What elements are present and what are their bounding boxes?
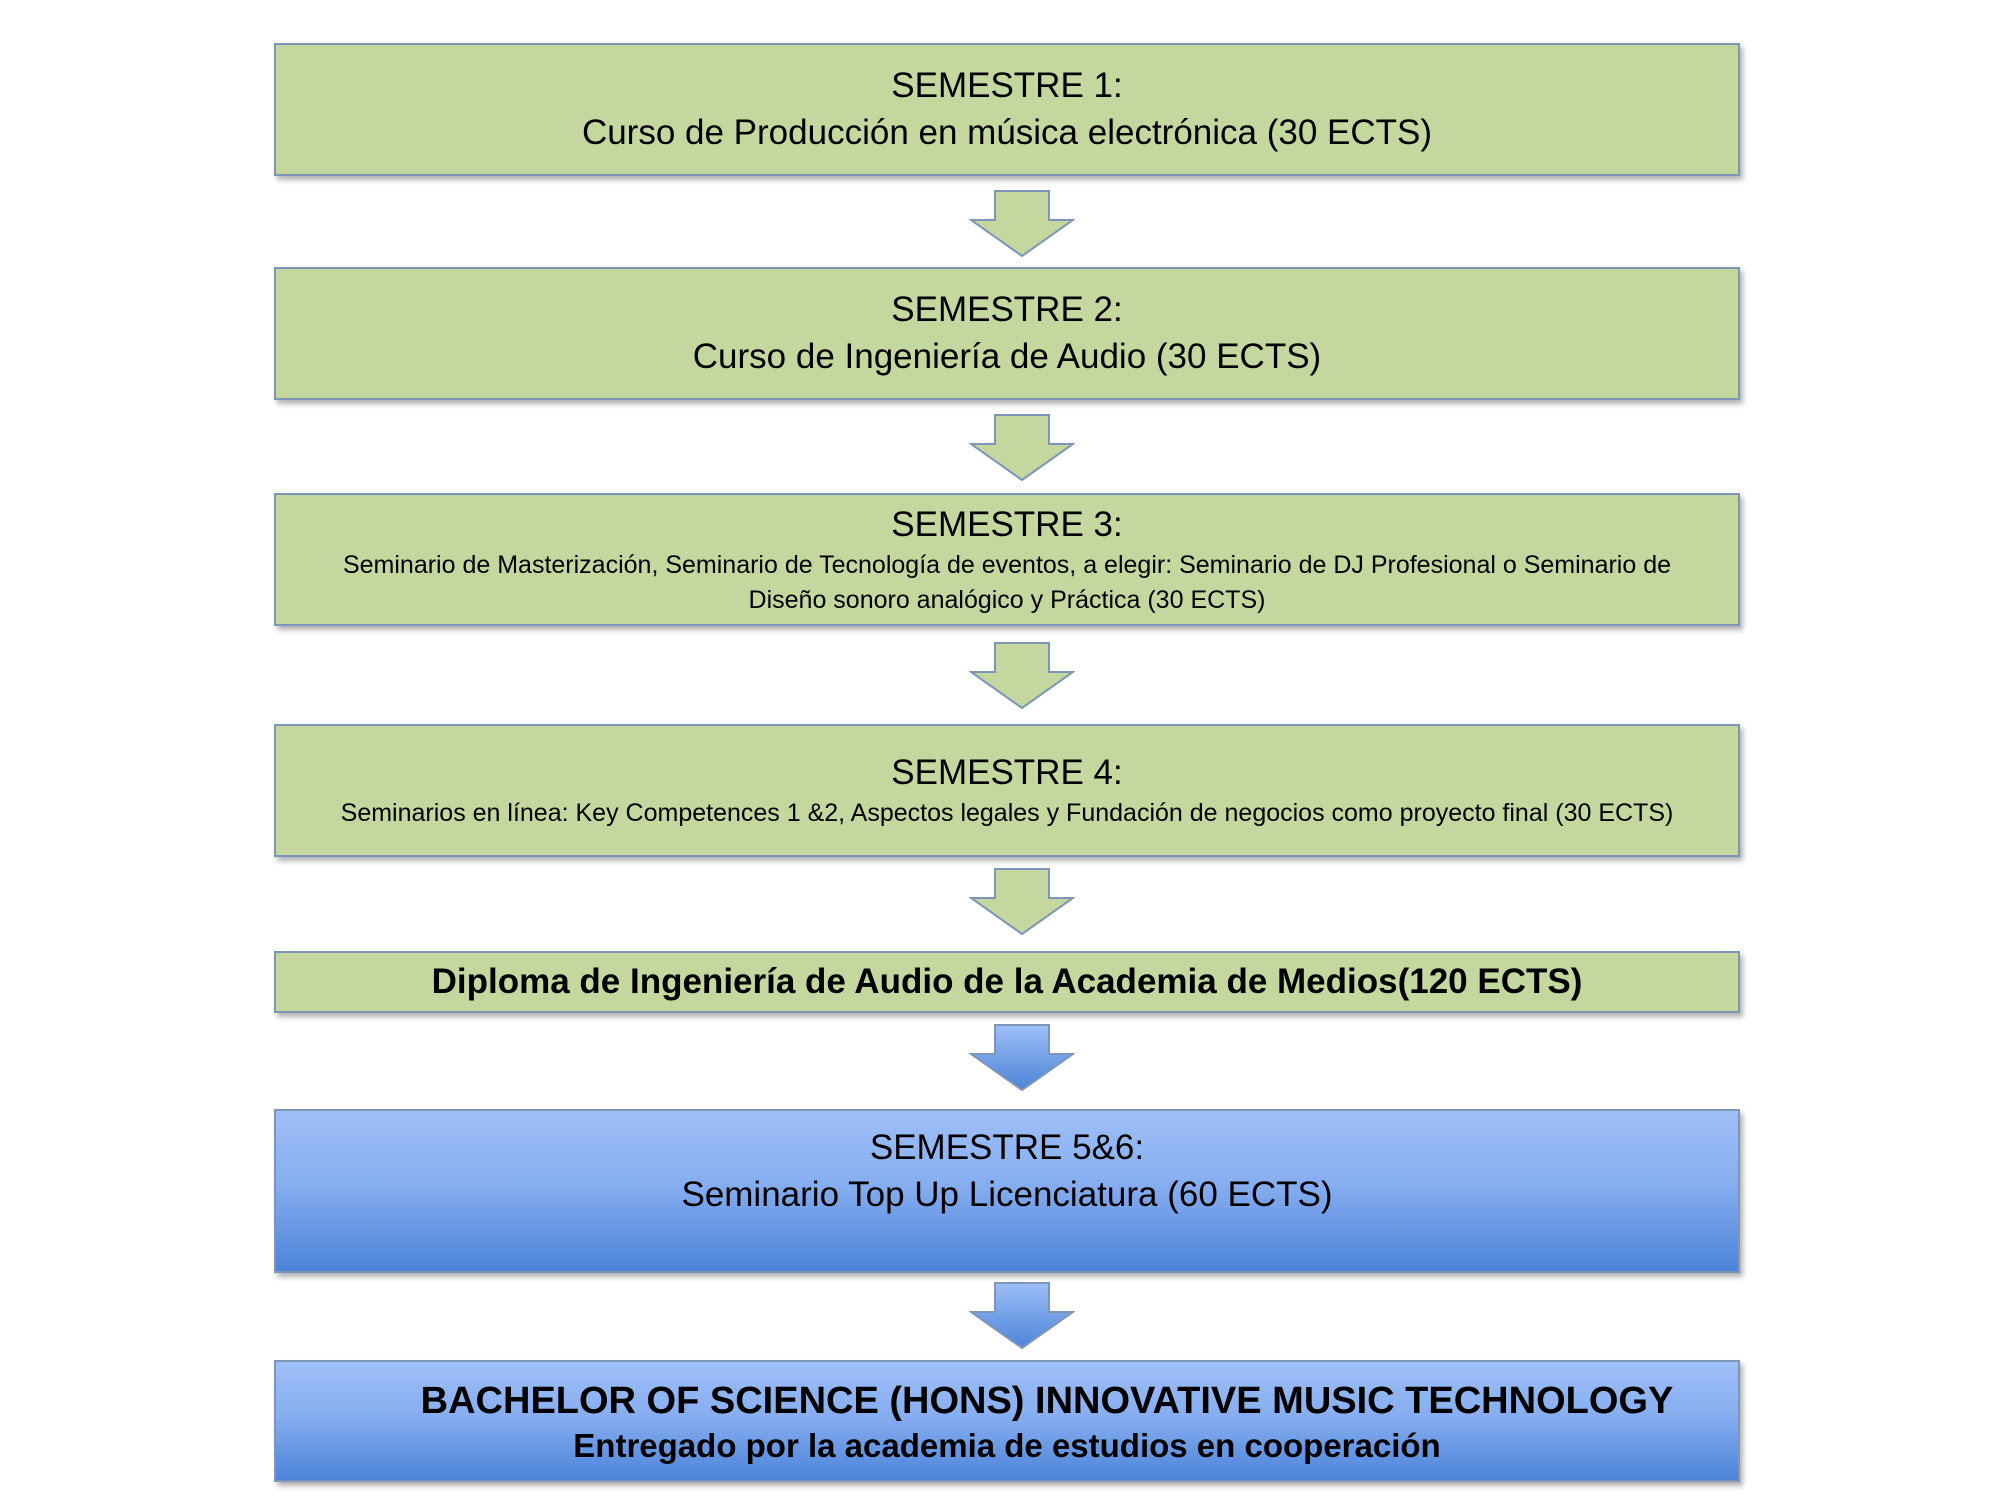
node-title: SEMESTRE 2: xyxy=(891,289,1123,329)
node-semestre-5-6 xyxy=(274,1109,1740,1273)
node-diploma xyxy=(274,951,1740,1013)
node-title: SEMESTRE 3: xyxy=(891,504,1123,544)
arrow-down-icon xyxy=(969,1024,1075,1092)
arrow-down-icon xyxy=(969,414,1075,482)
node-subtitle: Entregado por la academia de estudios en cooperación xyxy=(573,1427,1441,1464)
node-title: BACHELOR OF SCIENCE (HONS) INNOVATIVE MUSIC TECHNOLOGY xyxy=(420,1380,1674,1422)
node-semestre-1 xyxy=(274,43,1740,176)
node-bachelor xyxy=(274,1360,1740,1482)
node-text: Seminario Top Up Licenciatura (60 ECTS) xyxy=(681,1175,1333,1214)
node-text: Seminario de Masterización, Seminario de Tecnología de eventos, a elegir: Seminario de DJ Profesional o Seminario de Diseño sonoro analógico y Práctica (30 ECTS) xyxy=(342,550,1672,614)
node-text: Seminarios en línea: Key Competences 1 &2, Aspectos legales y Fundación de negocios como proyecto final (30 ECTS) xyxy=(340,799,1674,827)
node-text: Diploma de Ingeniería de Audio de la Academia de Medios(120 ECTS) xyxy=(431,962,1583,1001)
node-text: Curso de Ingeniería de Audio (30 ECTS) xyxy=(692,336,1322,376)
arrow-down-icon xyxy=(969,1282,1075,1350)
node-semestre-4 xyxy=(274,724,1740,857)
arrow-down-icon xyxy=(969,190,1075,258)
arrow-down-icon xyxy=(969,868,1075,936)
node-title: SEMESTRE 4: xyxy=(891,753,1123,792)
node-semestre-3 xyxy=(274,493,1740,626)
node-text: Curso de Producción en música electrónica (30 ECTS) xyxy=(581,112,1433,152)
node-title: SEMESTRE 1: xyxy=(891,65,1123,105)
node-semestre-2 xyxy=(274,267,1740,400)
node-title: SEMESTRE 5&6: xyxy=(869,1128,1145,1167)
arrow-down-icon xyxy=(969,642,1075,710)
